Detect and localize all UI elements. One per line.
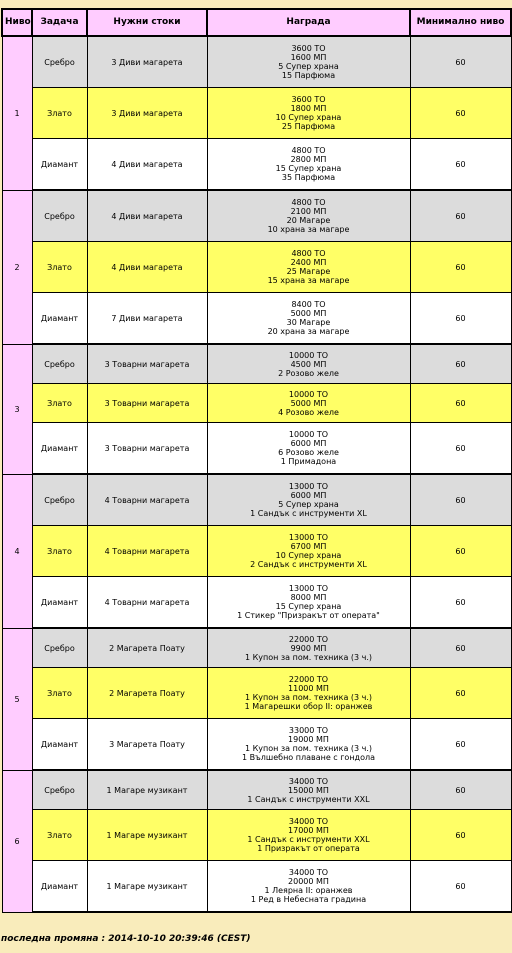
reward-line: 4800 ТО: [291, 146, 326, 155]
reward-line: 10000 ТО: [288, 389, 329, 399]
min-level-cell: 60: [410, 344, 511, 384]
task-cell: Злато: [32, 810, 87, 861]
table-row: [2, 719, 511, 771]
reward-line: 19000 МП: [288, 735, 329, 744]
task-cell: Диамант: [32, 293, 87, 345]
reward-cell: [207, 423, 410, 475]
header-reward: Награда: [207, 9, 410, 36]
task-cell: Диамант: [32, 423, 87, 475]
level-cell: 3: [2, 344, 32, 474]
reward-line: 6000 МП: [290, 439, 327, 448]
level-cell: 1: [2, 36, 32, 190]
goods-cell: 1 Магаре музикант: [87, 861, 207, 913]
min-level-cell: 60: [410, 810, 511, 861]
reward-line: 20 Магаре: [286, 216, 331, 225]
task-cell: Злато: [32, 242, 87, 293]
table-row: [2, 190, 511, 242]
reward-line: 3600 ТО: [291, 44, 326, 53]
reward-line: 15 Супер храна: [275, 164, 342, 173]
min-level-cell: 60: [410, 526, 511, 577]
reward-cell: [207, 770, 410, 810]
last-modified: последна промяна : 2014-10-10 20:39:46 (CEST): [1, 934, 251, 944]
min-level-cell: 60: [410, 474, 511, 526]
task-cell: Сребро: [32, 770, 87, 810]
reward-line: 2 Розово желе: [278, 368, 339, 378]
reward-line: 2800 МП: [290, 155, 327, 164]
reward-line: 1 Ред в Небесната градина: [250, 895, 367, 904]
reward-line: 5000 МП: [290, 398, 327, 408]
goods-cell: 3 Товарни магарета: [87, 344, 207, 384]
reward-line: 2 Сандък с инструменти XL: [250, 560, 367, 569]
goods-cell: 3 Товарни магарета: [87, 384, 207, 423]
reward-cell: [207, 719, 410, 771]
reward-cell: [207, 242, 410, 293]
table-row: [2, 242, 511, 293]
min-level-cell: 60: [410, 668, 511, 719]
level-cell: 5: [2, 628, 32, 770]
task-cell: Злато: [32, 526, 87, 577]
min-level-cell: 60: [410, 36, 511, 88]
reward-line: 34000 ТО: [288, 868, 329, 877]
reward-line: 10 Супер храна: [275, 113, 342, 122]
reward-line: 34000 ТО: [288, 817, 329, 826]
reward-line: 4800 ТО: [291, 198, 326, 207]
min-level-cell: 60: [410, 88, 511, 139]
table-row: [2, 628, 511, 668]
table-row: [2, 668, 511, 719]
min-level-cell: 60: [410, 139, 511, 191]
reward-line: 1 Сандък с инструменти XL: [250, 509, 367, 518]
goods-cell: 1 Магаре музикант: [87, 810, 207, 861]
reward-cell: [207, 668, 410, 719]
reward-line: 22000 ТО: [288, 634, 329, 644]
reward-line: 9900 МП: [290, 643, 327, 653]
table-row: [2, 423, 511, 475]
reward-line: 15 храна за магаре: [267, 276, 350, 285]
reward-line: 13000 ТО: [288, 482, 329, 491]
task-cell: Сребро: [32, 344, 87, 384]
header-min-level: Минимално ниво: [410, 9, 511, 36]
reward-line: 5 Супер храна: [278, 500, 339, 509]
reward-cell: [207, 36, 410, 88]
goods-cell: 7 Диви магарета: [87, 293, 207, 345]
task-cell: Сребро: [32, 190, 87, 242]
reward-line: 11000 МП: [288, 684, 329, 693]
table-row: [2, 474, 511, 526]
task-cell: Диамант: [32, 577, 87, 629]
reward-line: 30 Магаре: [286, 318, 331, 327]
reward-cell: [207, 861, 410, 913]
goods-cell: 3 Товарни магарета: [87, 423, 207, 475]
table-row: [2, 293, 511, 345]
goods-cell: 4 Диви магарета: [87, 242, 207, 293]
task-cell: Диамант: [32, 861, 87, 913]
table-row: [2, 139, 511, 191]
task-cell: Диамант: [32, 719, 87, 771]
task-cell: Злато: [32, 88, 87, 139]
reward-line: 1 Вълшебно плаване с гондола: [242, 753, 375, 762]
goods-cell: 2 Магарета Поату: [87, 668, 207, 719]
reward-line: 20000 МП: [288, 877, 329, 886]
reward-line: 15000 МП: [288, 785, 329, 795]
reward-line: 1 Леярна II: оранжев: [264, 886, 353, 895]
task-cell: Сребро: [32, 36, 87, 88]
table-row: [2, 526, 511, 577]
level-cell: 2: [2, 190, 32, 344]
min-level-cell: 60: [410, 190, 511, 242]
reward-line: 4800 ТО: [291, 249, 326, 258]
table-row: [2, 384, 511, 423]
reward-line: 1 Стикер "Призракът от операта": [237, 611, 380, 620]
table-row: [2, 88, 511, 139]
reward-line: 10 Супер храна: [275, 551, 342, 560]
min-level-cell: 60: [410, 577, 511, 629]
reward-line: 6700 МП: [290, 542, 327, 551]
level-cell: 4: [2, 474, 32, 628]
reward-cell: [207, 474, 410, 526]
reward-line: 22000 ТО: [288, 675, 329, 684]
reward-line: 1 Купон за пом. техника (3 ч.): [244, 693, 373, 702]
reward-line: 1 Купон за пом. техника (3 ч.): [244, 652, 373, 662]
min-level-cell: 60: [410, 242, 511, 293]
reward-cell: [207, 628, 410, 668]
reward-line: 8000 МП: [290, 593, 327, 602]
reward-line: 1 Купон за пом. техника (3 ч.): [244, 744, 373, 753]
goods-cell: 4 Товарни магарета: [87, 577, 207, 629]
reward-line: 2100 МП: [290, 207, 327, 216]
table-header: [2, 9, 511, 36]
reward-line: 5000 МП: [290, 309, 327, 318]
table-row: [2, 344, 511, 384]
reward-line: 17000 МП: [288, 826, 329, 835]
table-row: [2, 810, 511, 861]
goods-cell: 2 Магарета Поату: [87, 628, 207, 668]
goods-cell: 3 Магарета Поату: [87, 719, 207, 771]
reward-line: 34000 ТО: [288, 776, 329, 786]
min-level-cell: 60: [410, 384, 511, 423]
reward-line: 8400 ТО: [291, 300, 326, 309]
reward-cell: [207, 139, 410, 191]
table-row: [2, 577, 511, 629]
min-level-cell: 60: [410, 293, 511, 345]
reward-line: 1 Призракът от операта: [257, 844, 360, 853]
task-cell: Злато: [32, 384, 87, 423]
header-goods: Нужни стоки: [87, 9, 207, 36]
reward-line: 5 Супер храна: [278, 62, 339, 71]
reward-line: 4500 МП: [290, 359, 327, 369]
reward-line: 20 храна за магаре: [267, 327, 350, 336]
min-level-cell: 60: [410, 628, 511, 668]
reward-line: 33000 ТО: [288, 726, 329, 735]
header-level: Ниво: [2, 9, 32, 36]
reward-line: 1 Сандък с инструменти XXL: [247, 835, 370, 844]
reward-cell: [207, 577, 410, 629]
reward-cell: [207, 344, 410, 384]
table-row: [2, 36, 511, 88]
goods-cell: 4 Диви магарета: [87, 139, 207, 191]
reward-cell: [207, 88, 410, 139]
min-level-cell: 60: [410, 423, 511, 475]
min-level-cell: 60: [410, 719, 511, 771]
reward-line: 1600 МП: [290, 53, 327, 62]
reward-line: 25 Магаре: [286, 267, 331, 276]
reward-cell: [207, 293, 410, 345]
task-cell: Злато: [32, 668, 87, 719]
reward-line: 4 Розово желе: [278, 407, 339, 417]
reward-line: 2400 МП: [290, 258, 327, 267]
task-cell: Сребро: [32, 628, 87, 668]
reward-line: 1 Сандък с инструменти XXL: [247, 794, 370, 804]
reward-line: 10 храна за магаре: [267, 225, 350, 234]
reward-line: 1 Примадона: [280, 457, 337, 466]
goods-cell: 1 Магаре музикант: [87, 770, 207, 810]
task-cell: Диамант: [32, 139, 87, 191]
min-level-cell: 60: [410, 770, 511, 810]
reward-cell: [207, 810, 410, 861]
goods-cell: 4 Диви магарета: [87, 190, 207, 242]
reward-line: 13000 ТО: [288, 584, 329, 593]
header-task: Задача: [32, 9, 87, 36]
table-body: [2, 36, 511, 912]
table-row: [2, 861, 511, 913]
reward-line: 6 Розово желе: [278, 448, 339, 457]
reward-line: 25 Парфюма: [281, 122, 336, 131]
reward-line: 1 Магарешки обор II: оранжев: [244, 702, 373, 711]
table-row: [2, 770, 511, 810]
reward-line: 15 Супер храна: [275, 602, 342, 611]
goods-cell: 4 Товарни магарета: [87, 526, 207, 577]
reward-line: 10000 ТО: [288, 350, 329, 360]
goods-cell: 4 Товарни магарета: [87, 474, 207, 526]
level-cell: 6: [2, 770, 32, 912]
goods-cell: 3 Диви магарета: [87, 88, 207, 139]
reward-cell: [207, 190, 410, 242]
task-cell: Сребро: [32, 474, 87, 526]
reward-line: 35 Парфюма: [281, 173, 336, 182]
reward-line: 13000 ТО: [288, 533, 329, 542]
reward-cell: [207, 526, 410, 577]
reward-cell: [207, 384, 410, 423]
reward-line: 3600 ТО: [291, 95, 326, 104]
reward-line: 10000 ТО: [288, 430, 329, 439]
goods-cell: 3 Диви магарета: [87, 36, 207, 88]
reward-line: 1800 МП: [290, 104, 327, 113]
reward-line: 6000 МП: [290, 491, 327, 500]
rewards-table: [1, 8, 512, 913]
reward-line: 15 Парфюма: [281, 71, 336, 80]
min-level-cell: 60: [410, 861, 511, 913]
